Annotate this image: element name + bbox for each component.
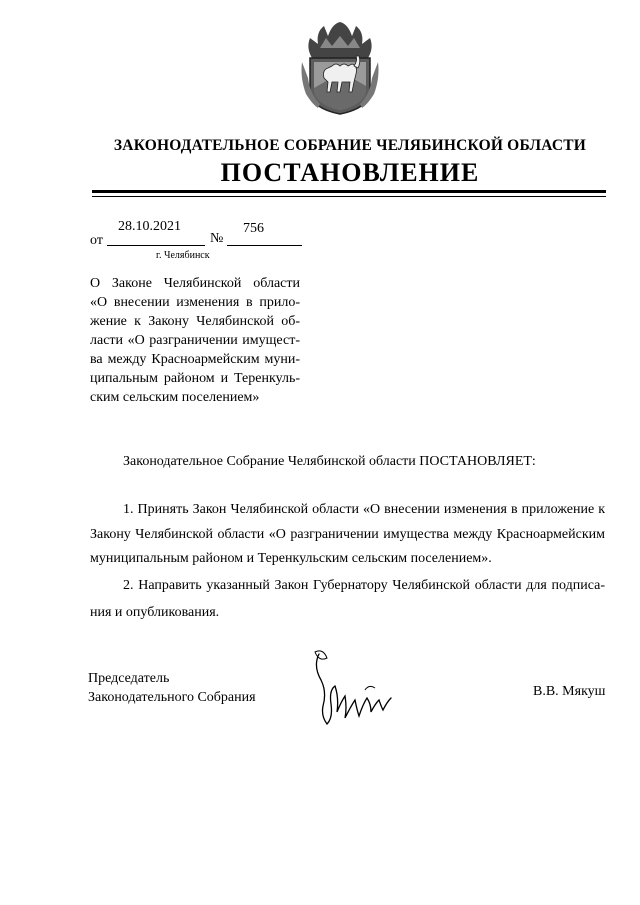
title-line: «О внесении изменения в прило- [90,295,300,310]
signatory-title [88,669,256,707]
title-line: ва между Красноармейским муни- [90,352,300,367]
header-divider-thick [92,190,606,193]
signatory-name: В.В. Мякуш [533,684,606,699]
paragraph-line: ния и опубликования. [90,605,220,620]
city-label: г. Челябинск [156,250,210,261]
date-underline [107,245,205,246]
title-line: ласти «О разграничении имущест- [90,333,300,348]
paragraph-line: 2. Направить указанный Закон Губернатору Челябинской области для подписа- [123,578,605,593]
coat-of-arms-emblem [298,18,382,116]
handwritten-signature [305,646,397,730]
signatory-title-line: Председатель [88,671,170,686]
paragraph-line: 1. Принять Закон Челябинской области «О внесении изменения в приложение к [123,502,605,517]
organization-name: ЗАКОНОДАТЕЛЬНОЕ СОБРАНИЕ ЧЕЛЯБИНСКОЙ ОБЛАСТИ [113,137,587,154]
title-line: ским сельским поселением» [90,390,260,405]
date-prefix: от [90,233,103,248]
title-line: жение к Закону Челябинской об- [90,314,300,329]
paragraph-line: муниципальным районом и Теренкульским сельским поселением». [90,551,492,566]
resolution-paragraph-2 [90,572,605,626]
number-sign: № [210,231,224,246]
document-type-heading: ПОСТАНОВЛЕНИЕ [220,158,480,187]
signatory-title-line: Законодательного Собрания [88,690,256,705]
title-line: ципальным районом и Теренкуль- [90,371,300,386]
title-line: О Законе Челябинской области [90,276,300,291]
document-date: 28.10.2021 [118,219,181,234]
document-number: 756 [243,221,264,236]
number-underline [227,245,302,246]
paragraph-line: Закону Челябинской области «О разграничении имущества между Красноармейским [90,526,605,542]
resolution-paragraph-1 [90,498,605,572]
preamble: Законодательное Собрание Челябинской области ПОСТАНОВЛЯЕТ: [123,454,536,469]
document-title [90,274,300,407]
header-divider-thin [92,196,606,197]
